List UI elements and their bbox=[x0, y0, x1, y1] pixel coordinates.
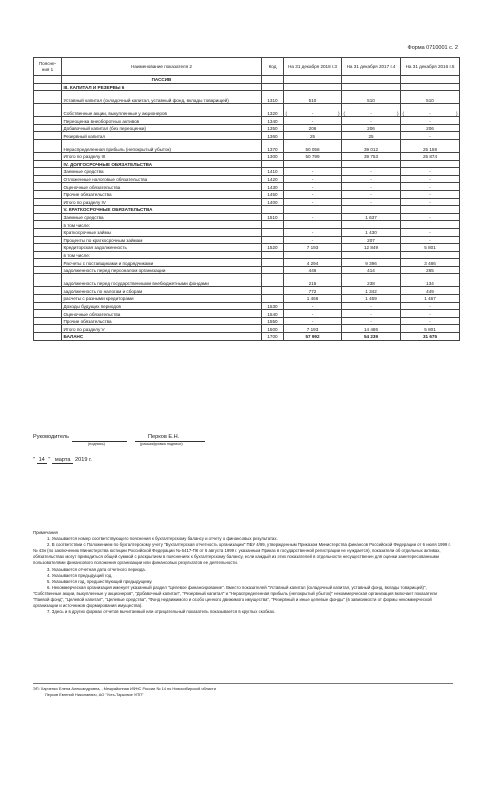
table-row bbox=[34, 104, 460, 117]
row-value-3: - bbox=[401, 310, 460, 318]
row-value-2 bbox=[342, 251, 401, 259]
table-row bbox=[34, 152, 460, 160]
table-row bbox=[34, 132, 460, 140]
row-value-3: - bbox=[401, 213, 460, 221]
row-code bbox=[262, 83, 284, 91]
row-name: Уставный капитал (складочный капитал, уставный фонд, вклады товарищей) bbox=[62, 91, 262, 104]
row-name: Заемные средства bbox=[62, 168, 262, 176]
row-value-1: - bbox=[284, 183, 342, 191]
row-code: 1350 bbox=[262, 124, 284, 132]
row-name: Прочие обязательства bbox=[62, 190, 262, 198]
signature-label: Руководитель bbox=[33, 434, 70, 440]
row-value-3: 134 bbox=[401, 274, 460, 287]
row-value-text: - bbox=[370, 110, 372, 116]
row-note-cell bbox=[34, 221, 62, 229]
row-value-3: 206 bbox=[401, 124, 460, 132]
row-name: Итого по разделу V bbox=[62, 325, 262, 333]
table-row bbox=[34, 287, 460, 295]
table-row bbox=[34, 251, 460, 259]
note-item: 7. Здесь и в других формах отчетов вычитаемый или отрицательный показатель показывается в круглых скобках. bbox=[47, 609, 276, 615]
row-value-1: 772 bbox=[284, 287, 342, 295]
row-value-2 bbox=[342, 83, 401, 91]
row-code: 1550 bbox=[262, 317, 284, 325]
row-value-2: - bbox=[342, 310, 401, 318]
row-note-cell bbox=[34, 228, 62, 236]
row-code bbox=[262, 274, 284, 287]
row-code: 1400 bbox=[262, 198, 284, 206]
row-name: в том числе: bbox=[62, 221, 262, 229]
table-row bbox=[34, 295, 460, 303]
row-note-cell bbox=[34, 259, 62, 267]
row-note-cell bbox=[34, 333, 62, 341]
row-code bbox=[262, 295, 284, 303]
row-note-cell bbox=[34, 317, 62, 325]
row-value-3: - bbox=[401, 132, 460, 140]
row-note-cell bbox=[34, 132, 62, 140]
table-row bbox=[34, 221, 460, 229]
sign-date bbox=[33, 457, 92, 463]
row-code: 1300 bbox=[262, 152, 284, 160]
row-value-3 bbox=[401, 160, 460, 168]
table-body bbox=[34, 76, 460, 341]
row-name: Итого по разделу IV bbox=[62, 198, 262, 206]
row-code: 1340 bbox=[262, 117, 284, 125]
row-note-cell bbox=[34, 287, 62, 295]
row-value-3: 1 467 bbox=[401, 295, 460, 303]
row-value-1: 206 bbox=[284, 124, 342, 132]
table-row bbox=[34, 206, 460, 214]
row-value-2: 510 bbox=[342, 91, 401, 104]
notes-list bbox=[33, 536, 453, 615]
table-row bbox=[34, 228, 460, 236]
note-item: 2. В соответствии с Положением по бухгалтерскому учету "Бухгалтерская отчетность организации" ПБУ 4/99, утвержденным Приказом Министерства финансов Российской Федерации от 6 июля 1999 г. № 43н (по заключению Министерства юстиции Российской Федерации № 6417-ПК от 6 августа 1999 г. указанным Приказ в государственной регистрации не нуждается), показатели об отдельных активах, обязательствах могут приводиться общей суммой с раскрытием в пояснениях к бухгалтерскому балансу, если каждый из этих показателей в отдельности несущественен для оценки заинтересованными пользователями финансового положения организации или финансовых результатов ее деятельности. bbox=[33, 542, 451, 566]
row-value-2: 1 342 bbox=[342, 287, 401, 295]
footer-line-1: ЭП: Харченко Елена Александровна, , Межрайонная ИФНС России № 14 по Новосибирской области bbox=[33, 686, 216, 691]
table-row bbox=[34, 168, 460, 176]
row-value-1: 50 799 bbox=[284, 152, 342, 160]
row-name: задолженность перед персоналом организации bbox=[62, 266, 262, 274]
row-value-1 bbox=[284, 160, 342, 168]
row-note-cell bbox=[34, 190, 62, 198]
row-note-cell bbox=[34, 213, 62, 221]
row-code bbox=[262, 228, 284, 236]
row-value-3 bbox=[401, 76, 460, 84]
row-code bbox=[262, 160, 284, 168]
row-value-2: - bbox=[342, 190, 401, 198]
table-header-row bbox=[34, 58, 460, 76]
table-row bbox=[34, 259, 460, 267]
note-item: 6. Некоммерческая организация именует указанный раздел "Целевое финансирование". Вместо показателей "Уставный капитал (складочный капитал, уставный фонд, вклады товарищей)", "Собственные акции, выкупленные у акционеров", "Добавочный капитал", "Резервный капитал" и "Нераспределенная прибыль (непокрытый убыток)" некоммерческая организация включает показатели "Паевой фонд", "Целевой капитал", "Целевые средства", "Фонд недвижимого и особо ценного движимого имущества", "Резервный и иные целевые фонды" (в зависимости от формы некоммерческой организации и источников формирования имущества). bbox=[33, 584, 437, 609]
row-name: Отложенные налоговые обязательства bbox=[62, 175, 262, 183]
row-value-1: 4 294 bbox=[284, 259, 342, 267]
row-value-1 bbox=[284, 76, 342, 84]
row-note-cell bbox=[34, 104, 62, 117]
row-code bbox=[262, 221, 284, 229]
row-name: Итого по разделу III bbox=[62, 152, 262, 160]
row-note-cell bbox=[34, 91, 62, 104]
row-name: Краткосрочные займы bbox=[62, 228, 262, 236]
col-2016-header: На 31 декабря 2016 г.5 bbox=[401, 58, 460, 76]
row-code: 1510 bbox=[262, 213, 284, 221]
row-name: БАЛАНС bbox=[62, 333, 262, 341]
col-note-header: Поясне-ния 1 bbox=[34, 58, 62, 76]
row-note-cell bbox=[34, 117, 62, 125]
row-value-1: - bbox=[284, 175, 342, 183]
row-value-2: 207 bbox=[342, 236, 401, 244]
row-name: Заемные средства bbox=[62, 213, 262, 221]
row-note-cell bbox=[34, 206, 62, 214]
row-note-cell bbox=[34, 295, 62, 303]
row-value-2: - bbox=[342, 183, 401, 191]
table-row bbox=[34, 198, 460, 206]
row-name: расчеты с разными кредиторами bbox=[62, 295, 262, 303]
row-name: в том числе: bbox=[62, 251, 262, 259]
row-value-3: 3 486 bbox=[401, 259, 460, 267]
row-name: Оценочные обязательства bbox=[62, 183, 262, 191]
row-value-2: 1 459 bbox=[342, 295, 401, 303]
row-name: III. КАПИТАЛ И РЕЗЕРВЫ 6 bbox=[62, 83, 262, 91]
row-name: Добавочный капитал (без переоценки) bbox=[62, 124, 262, 132]
table-row bbox=[34, 91, 460, 104]
row-value-3: - bbox=[401, 198, 460, 206]
row-value-1 bbox=[284, 221, 342, 229]
row-code: 1410 bbox=[262, 168, 284, 176]
row-value-text: - bbox=[311, 110, 314, 116]
row-code bbox=[262, 206, 284, 214]
row-value-3: ( - ) bbox=[401, 104, 460, 117]
row-note-cell bbox=[34, 266, 62, 274]
row-code: 1370 bbox=[262, 139, 284, 152]
row-value-3: 5 801 bbox=[401, 325, 460, 333]
table-row bbox=[34, 139, 460, 152]
row-value-2: 14 486 bbox=[342, 325, 401, 333]
row-value-2: 54 239 bbox=[342, 333, 401, 341]
row-value-2 bbox=[342, 76, 401, 84]
row-value-1: 25 bbox=[284, 132, 342, 140]
row-code bbox=[262, 236, 284, 244]
row-name: Расчеты с поставщиками и подрядчиками bbox=[62, 259, 262, 267]
row-value-1: 215 bbox=[284, 274, 342, 287]
row-note-cell bbox=[34, 139, 62, 152]
table-row bbox=[34, 317, 460, 325]
row-value-2 bbox=[342, 206, 401, 214]
row-value-3: - bbox=[401, 228, 460, 236]
table-row bbox=[34, 244, 460, 252]
row-note-cell bbox=[34, 152, 62, 160]
row-code: 1540 bbox=[262, 310, 284, 318]
notes-title: Примечания bbox=[33, 530, 58, 535]
row-value-2: 39 753 bbox=[342, 152, 401, 160]
row-note-cell bbox=[34, 302, 62, 310]
row-name: Переоценка внеоборотных активов bbox=[62, 117, 262, 125]
row-value-3 bbox=[401, 206, 460, 214]
notes-section bbox=[33, 530, 453, 615]
table-row bbox=[34, 117, 460, 125]
row-note-cell bbox=[34, 325, 62, 333]
date-quote-close: " bbox=[48, 457, 51, 463]
row-code: 1520 bbox=[262, 244, 284, 252]
date-year-suffix: г. bbox=[89, 457, 92, 463]
table-row bbox=[34, 183, 460, 191]
row-code: 1420 bbox=[262, 175, 284, 183]
note-item: 1. Указывается номер соответствующего пояснения к бухгалтерскому балансу и отчету о финансовых результатах. bbox=[47, 536, 278, 542]
row-name: Нераспределенная прибыль (непокрытый убыток) bbox=[62, 139, 262, 152]
table-row bbox=[34, 236, 460, 244]
row-value-3: 510 bbox=[401, 91, 460, 104]
row-note-cell bbox=[34, 175, 62, 183]
row-value-1 bbox=[284, 206, 342, 214]
row-note-cell bbox=[34, 76, 62, 84]
table-row bbox=[34, 274, 460, 287]
row-value-3: 25 158 bbox=[401, 139, 460, 152]
row-value-3: - bbox=[401, 175, 460, 183]
row-value-1: - bbox=[284, 228, 342, 236]
row-value-2: 206 bbox=[342, 124, 401, 132]
row-code: 1530 bbox=[262, 302, 284, 310]
row-code: 1320 bbox=[262, 104, 284, 117]
col-name-header: Наименование показателя 2 bbox=[62, 58, 262, 76]
row-value-1: - bbox=[284, 117, 342, 125]
table-row bbox=[34, 213, 460, 221]
row-value-2 bbox=[342, 160, 401, 168]
row-value-3: - bbox=[401, 183, 460, 191]
row-code: 1500 bbox=[262, 325, 284, 333]
row-note-cell bbox=[34, 274, 62, 287]
signature-caption: (подпись) bbox=[88, 442, 105, 446]
balance-table bbox=[33, 57, 460, 341]
row-value-3: 5 801 bbox=[401, 244, 460, 252]
row-name: Резервный капитал bbox=[62, 132, 262, 140]
row-note-cell bbox=[34, 244, 62, 252]
table-row bbox=[34, 302, 460, 310]
row-value-1 bbox=[284, 251, 342, 259]
row-value-3: - bbox=[401, 190, 460, 198]
row-value-1: - bbox=[284, 317, 342, 325]
row-value-2: 414 bbox=[342, 266, 401, 274]
row-value-3: - bbox=[401, 236, 460, 244]
note-item: 5. Указывается год, предшествующий предыдущему. bbox=[47, 578, 153, 584]
row-value-2: 25 bbox=[342, 132, 401, 140]
row-value-1: - bbox=[284, 168, 342, 176]
row-value-2 bbox=[342, 221, 401, 229]
row-code: 1360 bbox=[262, 132, 284, 140]
row-value-text: - bbox=[429, 110, 431, 116]
row-value-1: - bbox=[284, 213, 342, 221]
row-code: 1700 bbox=[262, 333, 284, 341]
row-name: Прочие обязательства bbox=[62, 317, 262, 325]
row-value-3: 449 bbox=[401, 287, 460, 295]
table-row bbox=[34, 83, 460, 91]
col-2018-header: На 31 декабря 2018 г.3 bbox=[284, 58, 342, 76]
row-value-2: 12 849 bbox=[342, 244, 401, 252]
table-row bbox=[34, 333, 460, 341]
row-code: 1430 bbox=[262, 183, 284, 191]
row-value-3 bbox=[401, 221, 460, 229]
row-value-1 bbox=[284, 83, 342, 91]
row-name: Проценты по краткосрочным займам bbox=[62, 236, 262, 244]
row-value-2: - bbox=[342, 198, 401, 206]
col-code-header: Код bbox=[262, 58, 284, 76]
row-value-3 bbox=[401, 83, 460, 91]
row-value-1: - bbox=[284, 198, 342, 206]
row-value-1: 7 193 bbox=[284, 244, 342, 252]
row-note-cell bbox=[34, 251, 62, 259]
row-note-cell bbox=[34, 236, 62, 244]
row-code: 1310 bbox=[262, 91, 284, 104]
row-value-2: 39 012 bbox=[342, 139, 401, 152]
row-note-cell bbox=[34, 198, 62, 206]
row-code bbox=[262, 251, 284, 259]
table-row bbox=[34, 325, 460, 333]
row-value-2: ( - ) bbox=[342, 104, 401, 117]
row-value-1: 446 bbox=[284, 266, 342, 274]
e-signature-footer bbox=[33, 686, 216, 699]
footer-rule bbox=[33, 683, 453, 684]
date-quote-open: " bbox=[33, 457, 35, 463]
table-row bbox=[34, 124, 460, 132]
row-value-1: ( - ) bbox=[284, 104, 342, 117]
table-row bbox=[34, 175, 460, 183]
row-code bbox=[262, 266, 284, 274]
row-value-2: 1 637 bbox=[342, 213, 401, 221]
row-code: 1450 bbox=[262, 190, 284, 198]
row-value-2: - bbox=[342, 302, 401, 310]
signer-name-caption: (расшифровка подписи) bbox=[140, 442, 183, 446]
row-value-3 bbox=[401, 251, 460, 259]
row-value-1: 57 992 bbox=[284, 333, 342, 341]
row-value-3: - bbox=[401, 317, 460, 325]
row-value-1: - bbox=[284, 190, 342, 198]
row-name: задолженность по налогам и сборам bbox=[62, 287, 262, 295]
row-code bbox=[262, 259, 284, 267]
table-row bbox=[34, 266, 460, 274]
row-code bbox=[262, 76, 284, 84]
row-value-3: 265 bbox=[401, 266, 460, 274]
row-note-cell bbox=[34, 168, 62, 176]
row-note-cell bbox=[34, 310, 62, 318]
date-day: 14 bbox=[38, 457, 45, 463]
row-note-cell bbox=[34, 83, 62, 91]
row-value-2: - bbox=[342, 175, 401, 183]
row-name: Кредиторская задолженность bbox=[62, 244, 262, 252]
row-value-3: - bbox=[401, 117, 460, 125]
row-value-3: 25 874 bbox=[401, 152, 460, 160]
row-note-cell bbox=[34, 183, 62, 191]
row-note-cell bbox=[34, 124, 62, 132]
table-row bbox=[34, 160, 460, 168]
row-value-1: 510 bbox=[284, 91, 342, 104]
row-name: задолженность перед государственными внебюджетными фондами bbox=[62, 274, 262, 287]
col-2017-header: На 31 декабря 2017 г.4 bbox=[342, 58, 401, 76]
row-value-3: - bbox=[401, 168, 460, 176]
footer-line-2: Перков Евгений Николаевич, АО "Усть-Тарковое УПП" bbox=[45, 692, 144, 698]
row-code bbox=[262, 287, 284, 295]
form-code: Форма 0710001 с. 2 bbox=[407, 45, 458, 51]
row-value-3: 31 675 bbox=[401, 333, 460, 341]
table-row bbox=[34, 76, 460, 84]
row-value-2: 9 396 bbox=[342, 259, 401, 267]
signer-name: Перков Е.Н. bbox=[148, 434, 180, 440]
note-item: 3. Указывается отчетная дата отчетного периода. bbox=[47, 566, 146, 572]
row-value-2: - bbox=[342, 117, 401, 125]
date-year: 2019 bbox=[75, 457, 88, 463]
row-value-1: - bbox=[284, 236, 342, 244]
date-month: марта bbox=[52, 457, 74, 464]
row-note-cell bbox=[34, 160, 62, 168]
row-name: IV. ДОЛГОСРОЧНЫЕ ОБЯЗАТЕЛЬСТВА bbox=[62, 160, 262, 168]
row-value-1: 7 193 bbox=[284, 325, 342, 333]
table-row bbox=[34, 310, 460, 318]
row-value-1: 1 466 bbox=[284, 295, 342, 303]
row-name: ПАССИВ bbox=[62, 76, 262, 84]
row-value-3: - bbox=[401, 302, 460, 310]
row-value-1: - bbox=[284, 302, 342, 310]
row-name: Собственные акции, выкупленные у акционеров bbox=[62, 104, 262, 117]
row-value-2: 238 bbox=[342, 274, 401, 287]
table-row bbox=[34, 190, 460, 198]
row-value-1: 50 058 bbox=[284, 139, 342, 152]
row-name: V. КРАТКОСРОЧНЫЕ ОБЯЗАТЕЛЬСТВА bbox=[62, 206, 262, 214]
row-value-2: - bbox=[342, 168, 401, 176]
row-name: Доходы будущих периодов bbox=[62, 302, 262, 310]
row-value-2: - bbox=[342, 317, 401, 325]
row-name: Оценочные обязательства bbox=[62, 310, 262, 318]
row-value-1: - bbox=[284, 310, 342, 318]
row-value-2: 1 430 bbox=[342, 228, 401, 236]
note-item: 4. Указывается предыдущий год. bbox=[47, 572, 113, 578]
